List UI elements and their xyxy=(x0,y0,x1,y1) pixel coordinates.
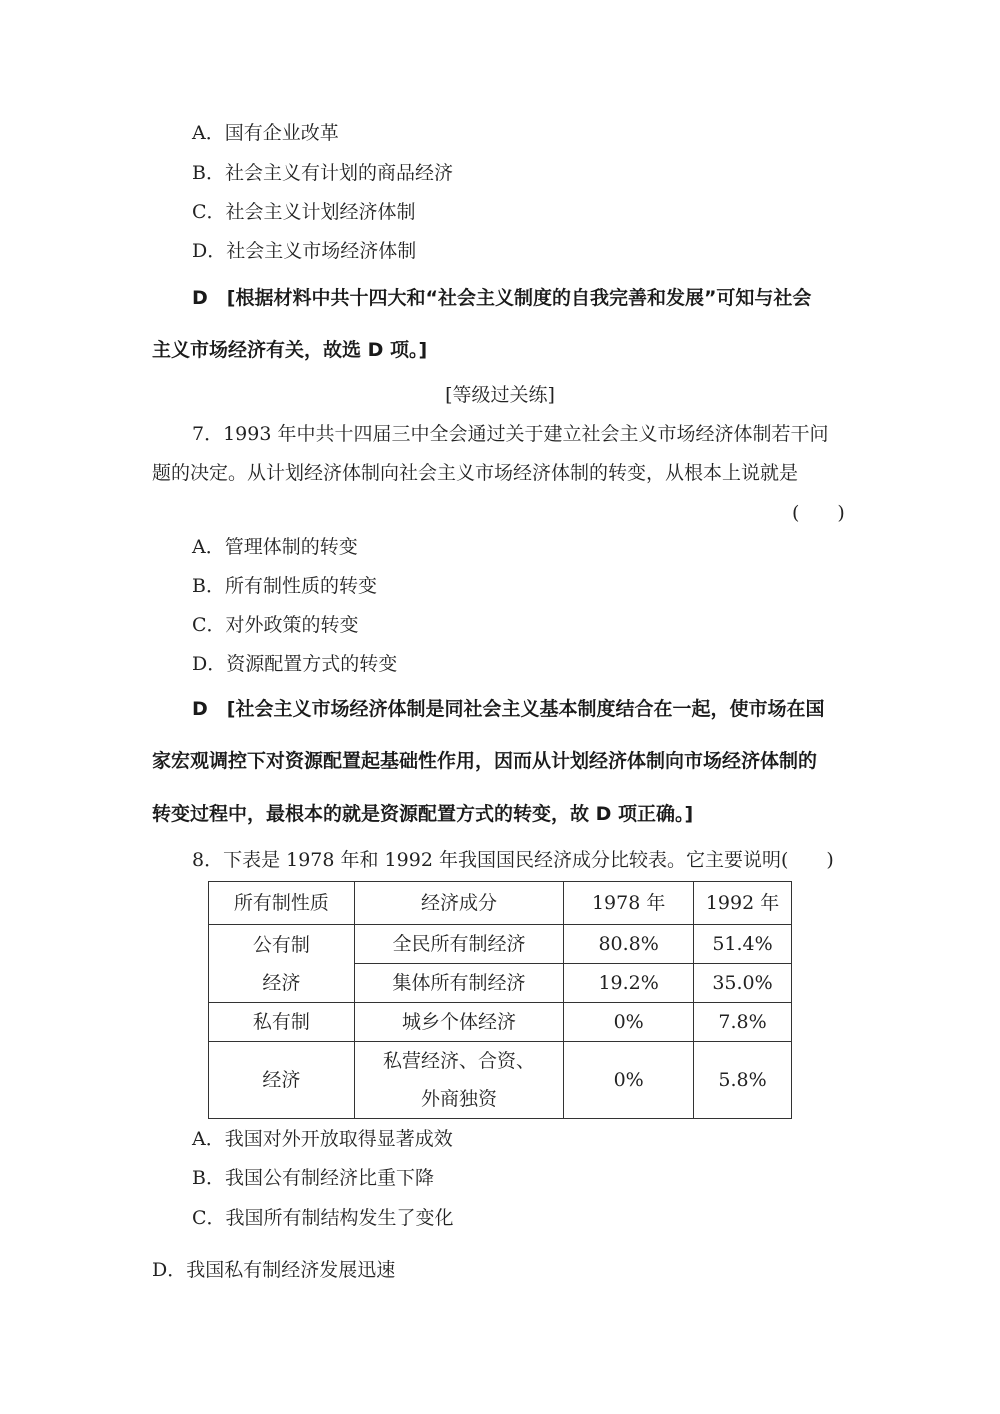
q6-option-c: C．社会主义计划经济体制 xyxy=(192,201,416,223)
q8-option-b: B．我国公有制经济比重下降 xyxy=(192,1167,434,1189)
row2-1978: 19.2% xyxy=(564,964,694,1003)
row1-1992: 51.4% xyxy=(694,925,792,964)
section-title: [等级过关练] xyxy=(445,384,555,406)
q7-option-d: D．资源配置方式的转变 xyxy=(192,653,398,675)
q8-option-d: D．我国私有制经济发展迅速 xyxy=(152,1259,396,1281)
q7-option-a: A．管理体制的转变 xyxy=(192,536,358,558)
row4-component-line1: 私营经济、合资、 xyxy=(382,1050,535,1072)
header-1992: 1992 年 xyxy=(694,882,792,925)
public-label-line1: 公有制 xyxy=(252,933,310,956)
q6-answer-line1: D [根据材料中共十四大和“社会主义制度的自我完善和发展”可知与社会 xyxy=(192,287,812,309)
header-1978: 1978 年 xyxy=(564,882,694,925)
q6-option-d: D．社会主义市场经济体制 xyxy=(192,240,417,262)
q6-option-b: B．社会主义有计划的商品经济 xyxy=(192,162,453,184)
q8-option-a: A．我国对外开放取得显著成效 xyxy=(192,1128,453,1150)
q7-stem-line1: 7．1993 年中共十四届三中全会通过关于建立社会主义市场经济体制若干问 xyxy=(192,423,829,445)
economy-comparison-table xyxy=(208,881,792,1119)
private-label-line1: 私有制 xyxy=(209,1003,355,1042)
row3-component: 城乡个体经济 xyxy=(354,1003,564,1042)
row1-1978: 80.8% xyxy=(564,925,694,964)
row4-component xyxy=(354,1042,564,1119)
q7-answer-bracket: ( ) xyxy=(792,502,845,524)
q7-option-b: B．所有制性质的转变 xyxy=(192,575,377,597)
public-ownership-cell xyxy=(209,925,355,1003)
table-header-row xyxy=(209,882,792,925)
row1-component: 全民所有制经济 xyxy=(354,925,564,964)
q7-option-c: C．对外政策的转变 xyxy=(192,614,359,636)
row2-1992: 35.0% xyxy=(694,964,792,1003)
header-ownership: 所有制性质 xyxy=(209,882,355,925)
row4-1992: 5.8% xyxy=(694,1042,792,1119)
header-component: 经济成分 xyxy=(354,882,564,925)
private-label-line2: 经济 xyxy=(209,1042,355,1119)
table-row xyxy=(209,925,792,964)
row3-1992: 7.8% xyxy=(694,1003,792,1042)
q8-option-c: C．我国所有制结构发生了变化 xyxy=(192,1207,454,1229)
q8-stem: 8．下表是 1978 年和 1992 年我国国民经济成分比较表。它主要说明( ) xyxy=(192,849,834,871)
row2-component: 集体所有制经济 xyxy=(354,964,564,1003)
q6-option-a: A．国有企业改革 xyxy=(192,122,339,144)
q7-answer-line1: D [社会主义市场经济体制是同社会主义基本制度结合在一起，使市场在国 xyxy=(192,698,825,720)
table-row xyxy=(209,1042,792,1119)
table-row xyxy=(209,1003,792,1042)
q6-answer-line2: 主义市场经济有关，故选 D 项。] xyxy=(152,339,428,361)
q7-answer-line2: 家宏观调控下对资源配置起基础性作用，因而从计划经济体制向市场经济体制的 xyxy=(152,750,818,772)
row3-1978: 0% xyxy=(564,1003,694,1042)
public-label-line2: 经济 xyxy=(262,971,301,994)
q7-answer-line3: 转变过程中，最根本的就是资源配置方式的转变，故 D 项正确。] xyxy=(152,803,694,825)
row4-component-line2: 外商独资 xyxy=(420,1088,497,1110)
q7-stem-line2: 题的决定。从计划经济体制向社会主义市场经济体制的转变，从根本上说就是 xyxy=(152,462,799,484)
row4-1978: 0% xyxy=(564,1042,694,1119)
